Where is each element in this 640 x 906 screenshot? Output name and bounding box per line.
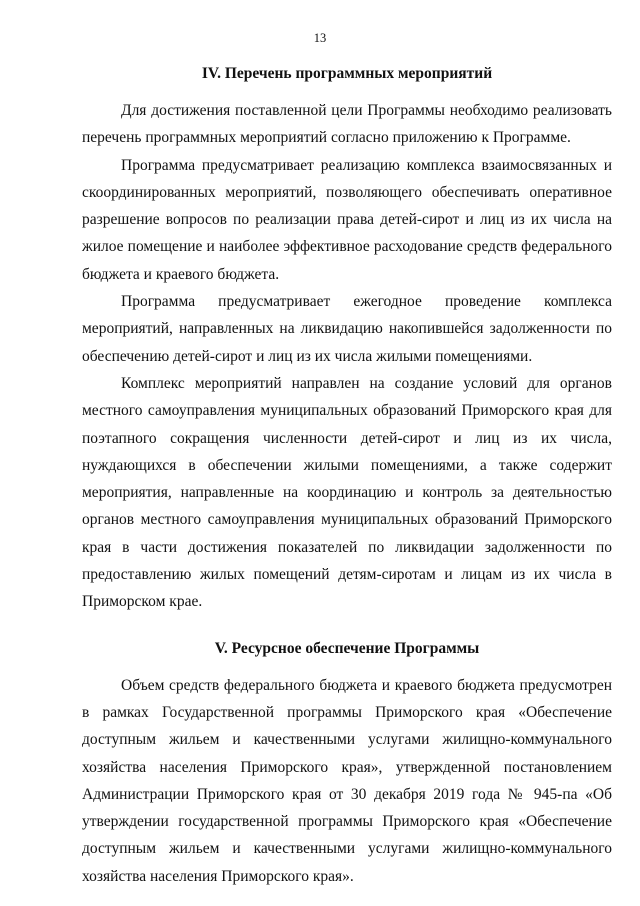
document-body [82, 63, 612, 890]
section-iv [82, 63, 612, 616]
section-heading: V. Ресурсное обеспечение Программы [214, 639, 480, 657]
page-number: 13 [313, 31, 327, 45]
paragraph: Программа предусматривает реализацию комплекса взаимосвязанных и скоординированных мероприятий, позволяющего обеспечивать оперативное разрешение вопросов по реализации права детей-сирот и лиц из их числа на жилое помещение и наиболее эффективное расходование средств федерального бюджета и краевого бюджета. [82, 156, 612, 283]
section-v [82, 638, 612, 890]
paragraph: Комплекс мероприятий направлен на создание условий для органов местного самоуправления муниципальных образований Приморского края для поэтапного сокращения численности детей-сирот и лиц из их числа, нуждающихся в обеспечении жилыми помещениями, а также содержит мероприятия, направленные на координацию и контроль за деятельностью органов местного самоуправления муниципальных образований Приморского края в части достижения показателей по ликвидации задолженности по предоставлению жилых помещений детям-сиротам и лицам из их числа в Приморском крае. [82, 374, 612, 611]
paragraph: Для достижения поставленной цели Программы необходимо реализовать перечень программных мероприятий согласно приложению к Программе. [82, 102, 612, 147]
paragraph: Объем средств федерального бюджета и краевого бюджета предусмотрен в рамках Государственной программы Приморского края «Обеспечение доступным жильем и качественными услугами жилищно-коммунального хозяйства населения Приморского края», утвержденной постановлением Администрации Приморского края от 30 декабря 2019 года № 945-па «Об утверждении государственной программы Приморского края «Обеспечение доступным жильем и качественными услугами жилищно-коммунального хозяйства населения Приморского края». [82, 676, 612, 885]
paragraph: Программа предусматривает ежегодное проведение комплекса мероприятий, направленных на ликвидацию накопившейся задолженности по обеспечению детей-сирот и лиц из их числа жилыми помещениями. [82, 293, 612, 365]
section-heading: IV. Перечень программных мероприятий [201, 65, 493, 82]
